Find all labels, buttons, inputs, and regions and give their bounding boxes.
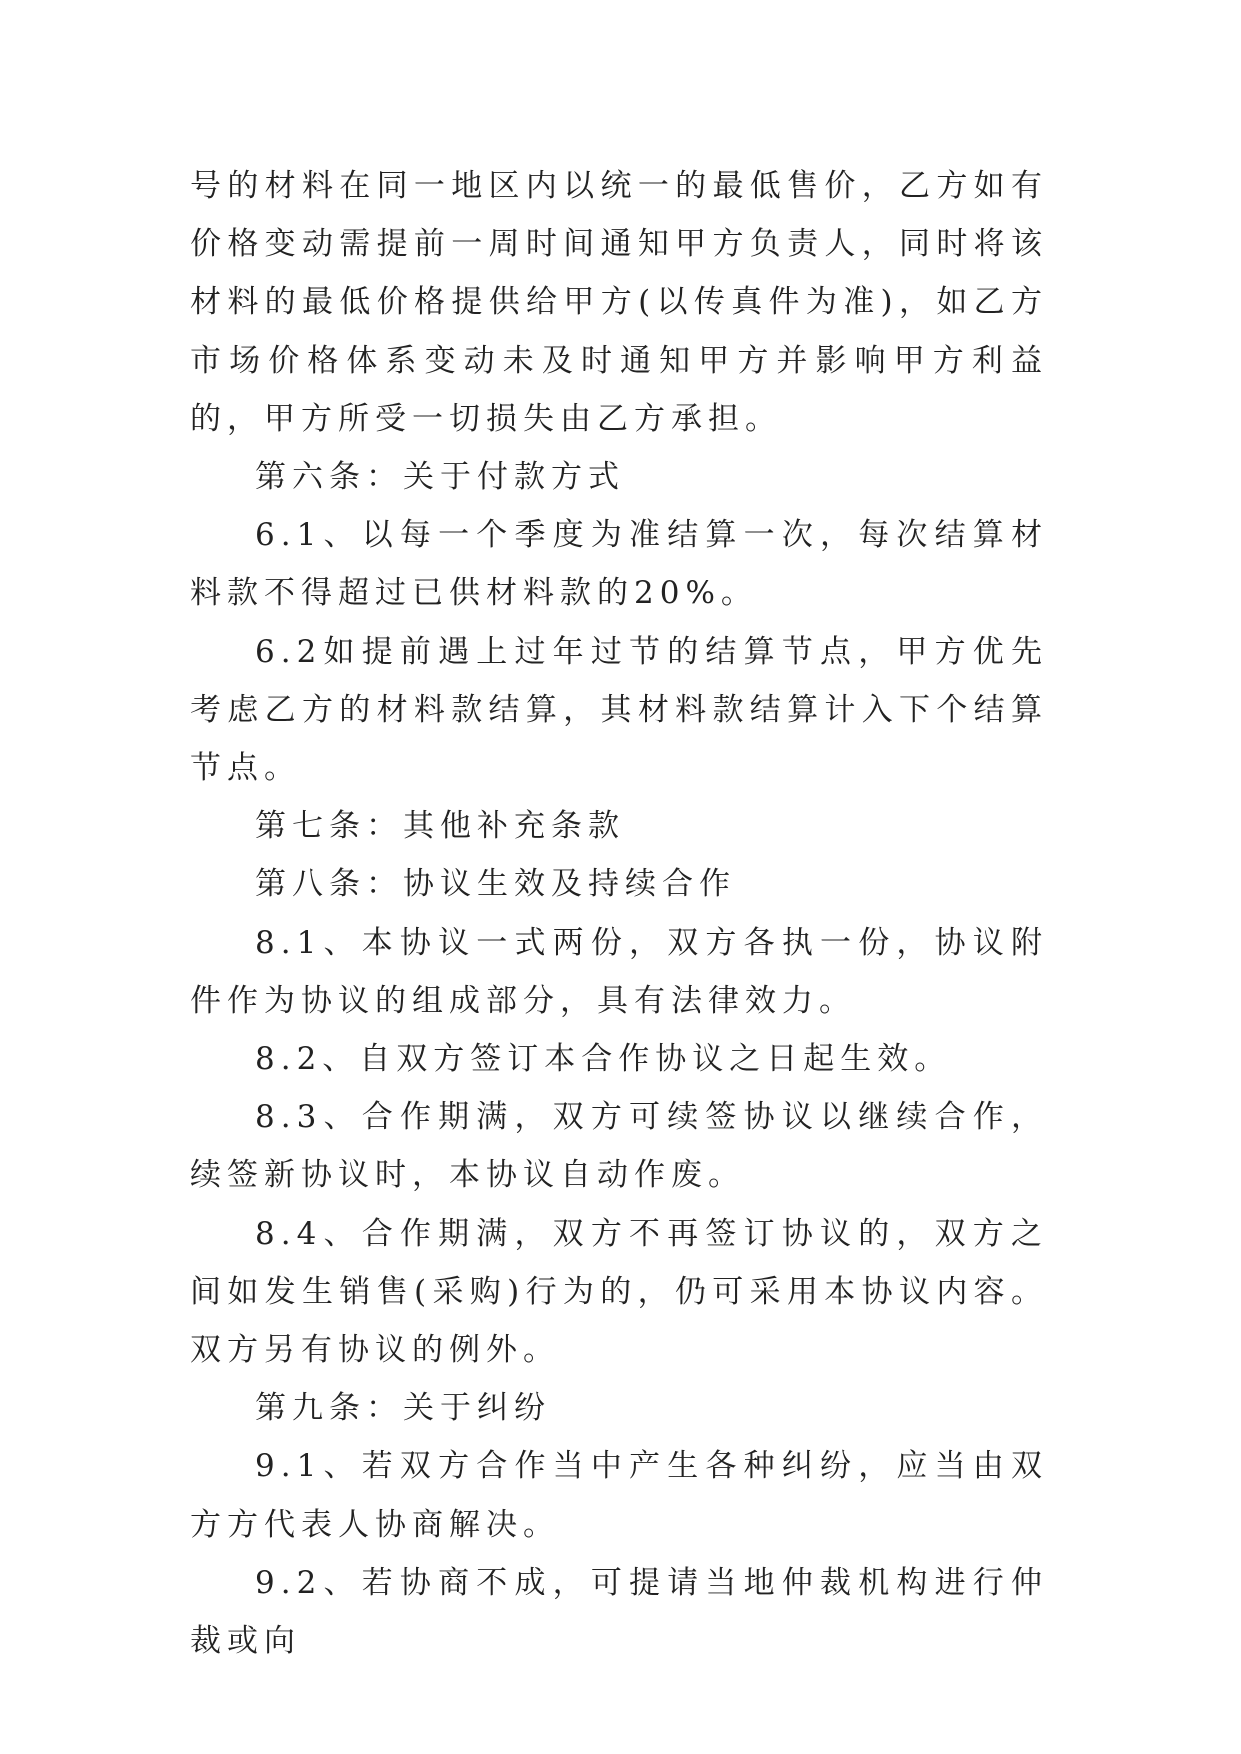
article-9-heading: 第九条：关于纠纷 [255, 1390, 551, 1427]
clause-6-2: 6.2如提前遇上过年过节的结算节点，甲方优先考虑乙方的材料款结算，其材料款结算计入下个结算节点。 [190, 633, 1048, 787]
clause-6-1: 6.1、以每一个季度为准结算一次，每次结算材料款不得超过已供材料款的20%。 [190, 517, 1048, 612]
clause-9-2: 9.2、若协商不成，可提请当地仲裁机构进行仲裁或向 [190, 1564, 1048, 1660]
paragraph-price-notice: 号的材料在同一地区内以统一的最低售价，乙方如有价格变动需提前一周时间通知甲方负责人，同时将该材料的最低价格提供给甲方(以传真件为准)，如乙方市场价格体系变动未及时通知甲方并影响甲方利益的，甲方所受一切损失由乙方承担。 [190, 168, 1048, 437]
clause-9-1: 9.1、若双方合作当中产生各种纠纷，应当由双方方代表人协商解决。 [190, 1448, 1048, 1543]
document-body [190, 157, 1048, 1670]
article-8-heading: 第八条：协议生效及持续合作 [255, 866, 736, 903]
article-6-heading: 第六条：关于付款方式 [255, 459, 625, 496]
article-7-heading: 第七条：其他补充条款 [255, 808, 625, 845]
clause-8-2: 8.2、自双方签订本合作协议之日起生效。 [255, 1041, 952, 1078]
clause-8-3: 8.3、合作期满，双方可续签协议以继续合作，续签新协议时，本协议自动作废。 [190, 1099, 1048, 1194]
clause-8-1: 8.1、本协议一式两份，双方各执一份，协议附件作为协议的组成部分，具有法律效力。 [190, 924, 1048, 1019]
clause-8-4: 8.4、合作期满，双方不再签订协议的，双方之间如发生销售(采购)行为的，仍可采用本协议内容。双方另有协议的例外。 [190, 1215, 1048, 1369]
